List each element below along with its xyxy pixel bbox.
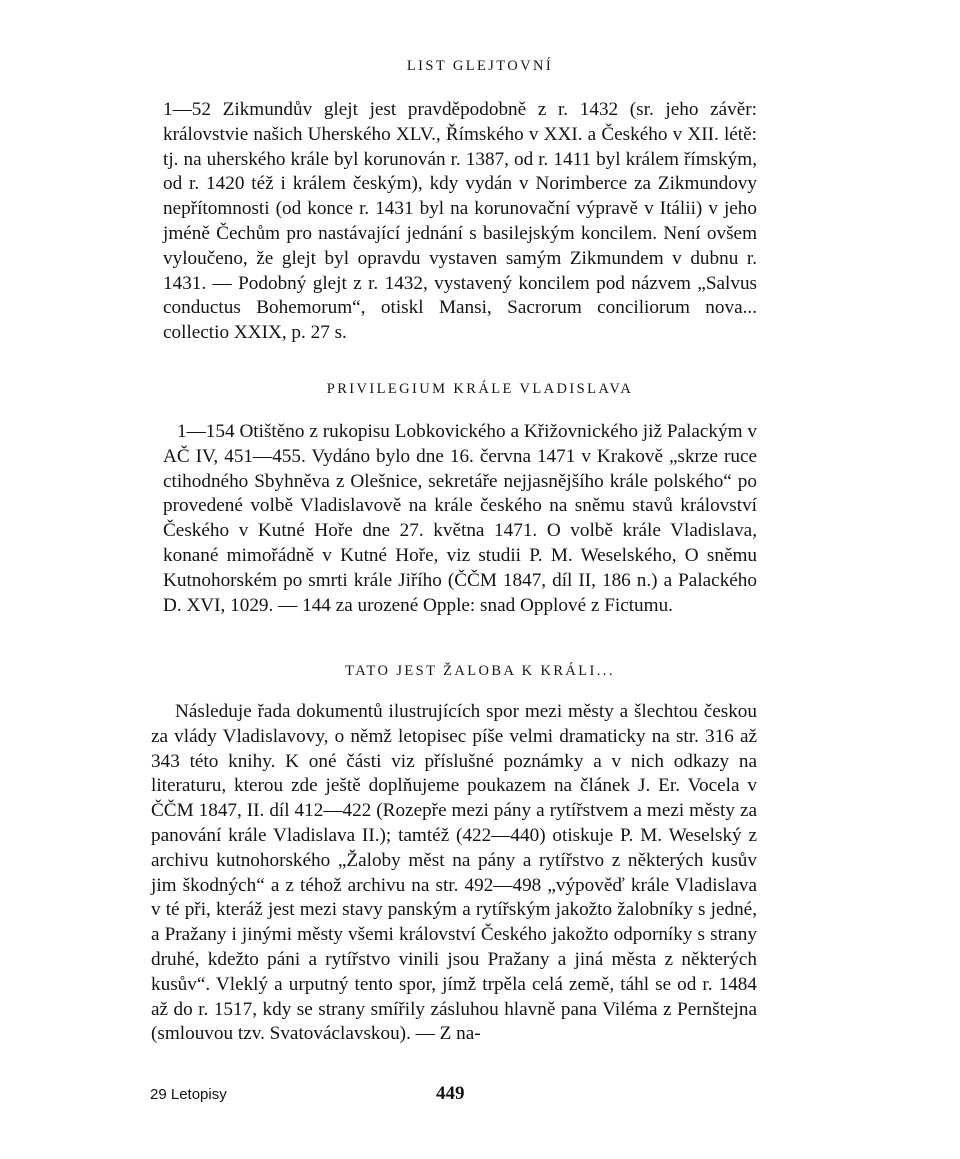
note-section-zaloba [151, 700, 757, 1047]
running-head: LIST GLEJTOVNÍ [406, 58, 554, 74]
note-paragraph: Následuje řada dokumentů ilustrujících spor mezi městy a šlechtou českou za vlády Vladislavovy, o němž letopisec píše velmi dramaticky na str. 316 až 343 této knihy. K oné části viz příslušné poznámky a v nich odkazy na literaturu, kterou zde ještě doplňujeme poukazem na článek J. Er. Vocela v ČČM 1847, II. díl 412—422 (Rozepře mezi pány a rytířstvem a mezi městy za panování krále Vladislava II.); tamtéž (422—440) otiskuje P. M. Weselský z archivu kutnohorského „Žaloby měst na pány a rytířstvo z některých kusův jim škodných“ a z téhož archivu na str. 492—498 „výpověď krále Vladislava v té při, kteráž jest mezi stavy panským a rytířským jakožto žalobníky s jedné, a Pražany i jinými městy všemi království Českého jakožto odporníky s strany druhé, kdežto páni a rytířstvo vinili jsou Pražany a jiná města z některých kusův“. Vleklý a urputný tento spor, jímž trpěla celá země, táhl se od r. 1484 až do r. 1517, kdy se strany smířily zásluhou hlavně pana Viléma z Pernštejna (smlouvou tzv. Svatováclavskou). — Z na- [151, 701, 757, 1045]
page-number: 449 [436, 1083, 465, 1104]
section-heading-privilegium: PRIVILEGIUM KRÁLE VLADISLAVA [326, 381, 634, 397]
section-heading-zaloba: TATO JEST ŽALOBA K KRÁLI... [345, 663, 615, 679]
note-section-list-glejtovni [163, 98, 757, 346]
note-paragraph: 1—52 Zikmundův glejt jest pravděpodobně z r. 1432 (sr. jeho závěr: královstvie našich Uherského XLV., Římského v XXI. a Českého v XII. létě: tj. na uherského krále byl korunován r. 1387, od r. 1411 byl králem římským, od r. 1420 též i králem českým), kdy vydán v Norimberce za Zikmundovy nepřítomnosti (od konce r. 1431 byl na korunovační výpravě v Itálii) v jeho jméně Čechům pro nastávající jednání s basilejským koncilem. Není ovšem vyloučeno, že glejt byl opravdu vystaven samým Zikmundem v dubnu r. 1431. — Podobný glejt z r. 1432, vystavený koncilem pod názvem „Salvus conductus Bohemorum“, otiskl Mansi, Sacrorum conciliorum nova... collectio XXIX, p. 27 s. [163, 99, 757, 344]
printer-signature: 29 Letopisy [150, 1086, 227, 1103]
note-section-privilegium [163, 420, 757, 618]
note-paragraph: 1—154 Otištěno z rukopisu Lobkovického a Křižovnického již Palackým v AČ IV, 451—455. Vydáno bylo dne 16. června 1471 v Krakově „skrze ruce ctihodného Sbyhněva z Olešnice, sekretáře nejjasnějšího krále polského“ po provedené volbě Vladislavově na krále českého na sněmu stavů království Českého v Kutné Hoře dne 27. května 1471. O volbě krále Vladislava, konané mimořádně v Kutné Hoře, viz studii P. M. Weselského, O sněmu Kutnohorském po smrti krále Jiřího (ČČM 1847, díl II, 186 n.) a Palackého D. XVI, 1029. — 144 za urozené Opple: snad Opplové z Fictumu. [163, 421, 757, 616]
